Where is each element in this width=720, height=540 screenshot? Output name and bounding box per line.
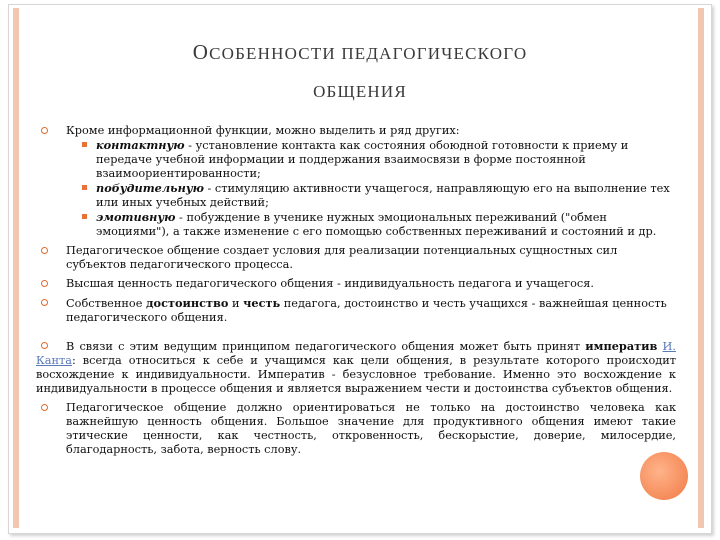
function-item: эмотивную - побуждение в ученике нужных эмоциональных переживаний ("обмен эмоциями"), а также изменение с его помощью собственных переживаний и состояний и др. xyxy=(36,210,676,239)
intro-paragraph: Кроме информационной функции, можно выделить и ряд других: xyxy=(36,124,676,138)
slide-title-line1: ОСОБЕННОСТИ ПЕДАГОГИЧЕСКОГО xyxy=(192,40,528,64)
square-bullet-icon xyxy=(82,142,87,147)
ring-bullet-icon xyxy=(41,127,48,134)
ring-bullet-icon xyxy=(41,404,48,411)
ring-bullet-icon xyxy=(41,247,48,254)
function-item: контактную - установление контакта как состояния обоюдной готовности к приему и передаче учебной информации и поддержания взаимосвязи в форме постоянной взаимоориентированности; xyxy=(36,138,676,181)
paragraph-dignity: Собственное достоинство и честь педагога, достоинство и честь учащихся - важнейшая ценность педагогического общения. xyxy=(36,296,676,325)
right-decorative-stripe xyxy=(698,8,704,528)
square-bullet-icon xyxy=(82,185,87,190)
ring-bullet-icon xyxy=(41,299,48,306)
paragraph-ethical-values: Педагогическое общение должно ориентироваться не только на достоинство человека как важнейшую ценность общения. Большое значение для продуктивного общения имеют такие этические ценности, как честность, откровенность, бескорыстие, доверие, милосердие, благодарность, забота, верность слову. xyxy=(36,401,676,457)
slide-content xyxy=(36,124,676,457)
slide-title-line2: ОБЩЕНИЯ xyxy=(313,82,407,101)
ring-bullet-icon xyxy=(41,342,48,349)
paragraph-kant: В связи с этим ведущим принципом педагогического общения может быть принят императив И. Канта: всегда относиться к себе и учащимся как цели общения, в результате которого происходит восхождение к индивидуальности. Императив - безусловное требование. Именно это восхождение к индивидуальности в процессе общения и является выражением чести и достоинства субъектов общения. xyxy=(36,339,676,395)
left-decorative-stripe xyxy=(13,8,19,528)
square-bullet-icon xyxy=(82,214,87,219)
paragraph-highest-value: Высшая ценность педагогического общения - индивидуальность педагога и учащегося. xyxy=(36,277,676,291)
ring-bullet-icon xyxy=(41,280,48,287)
paragraph-conditions: Педагогическое общение создает условия для реализации потенциальных сущностных сил субъектов педагогического процесса. xyxy=(36,244,676,272)
decorative-orange-circle xyxy=(640,452,688,500)
kant-link[interactable]: И. Канта xyxy=(36,340,676,367)
function-item: побудительную - стимуляцию активности учащегося, направляющую его на выполнение тех или иных учебных действий; xyxy=(36,181,676,210)
